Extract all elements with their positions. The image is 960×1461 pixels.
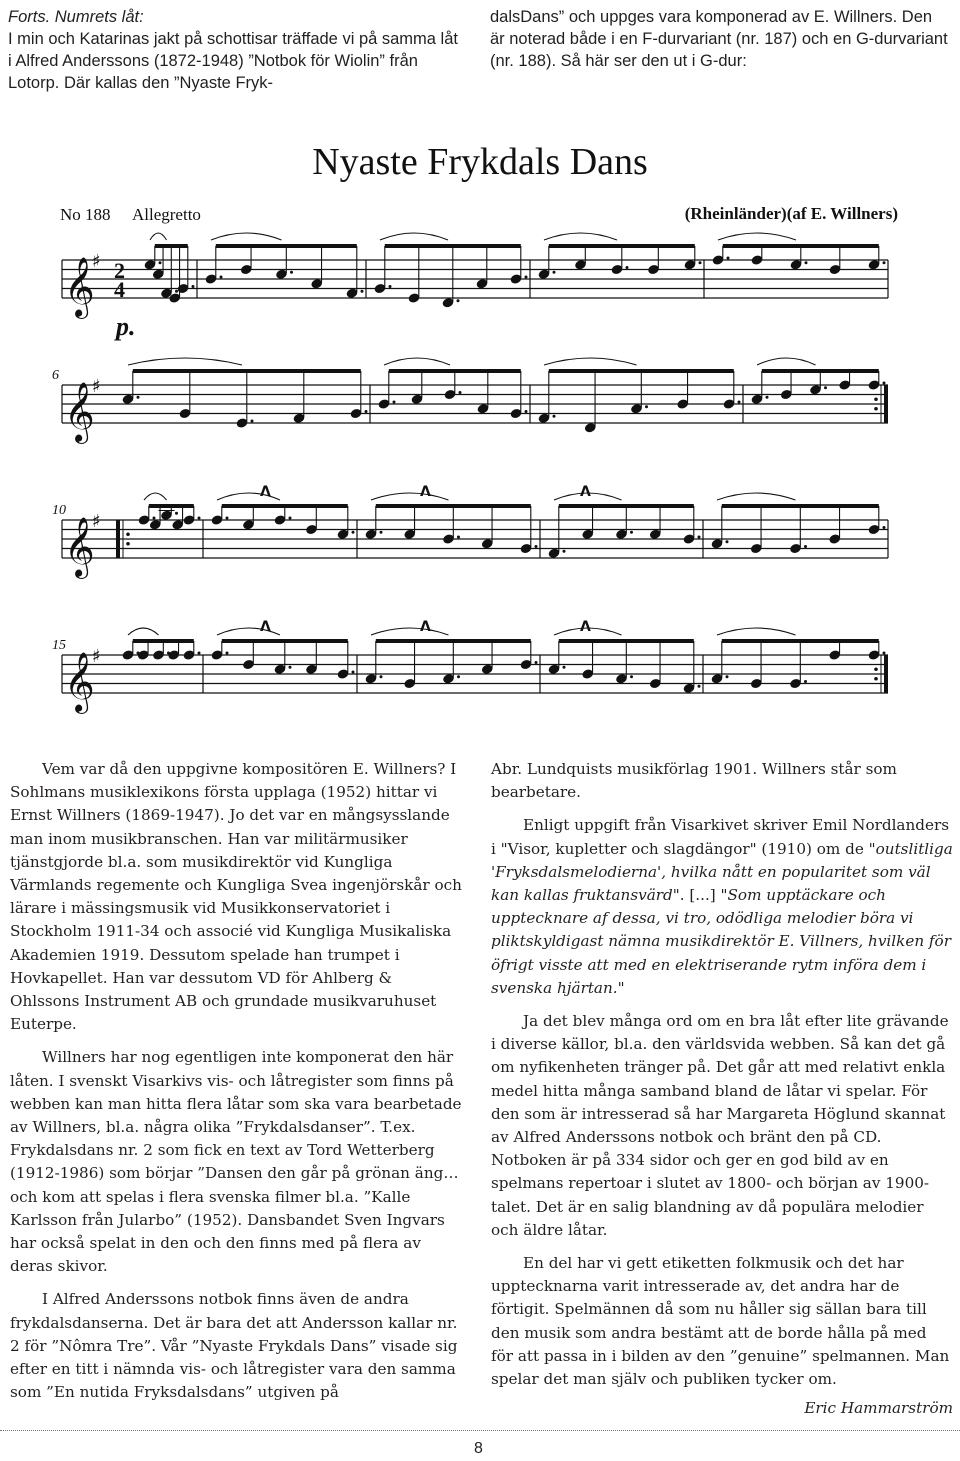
dot	[198, 517, 201, 520]
dot	[883, 382, 886, 385]
dot	[192, 285, 195, 288]
slur	[128, 628, 159, 635]
footer-divider	[0, 1430, 960, 1431]
accent-mark-icon: Λ	[260, 619, 271, 635]
dot	[457, 675, 460, 678]
body-paragraph	[491, 814, 953, 1000]
treble-clef-icon: 𝄞	[64, 257, 95, 317]
page-number: 8	[474, 1440, 483, 1457]
dot	[630, 675, 633, 678]
slur	[150, 233, 167, 240]
slur	[757, 358, 816, 365]
accent-mark-icon: Λ	[260, 484, 271, 500]
dot	[159, 261, 162, 264]
repeat-dot	[126, 542, 130, 546]
dot	[175, 512, 178, 515]
treble-clef-icon: 𝄞	[64, 517, 95, 577]
dot	[883, 526, 886, 529]
dot	[804, 680, 807, 683]
author-signature: Eric Hammarström	[804, 1399, 953, 1418]
accent-mark-icon: Λ	[420, 619, 431, 635]
dot	[805, 261, 808, 264]
dot	[226, 652, 229, 655]
accent-mark-icon: Λ	[580, 619, 591, 635]
slur	[128, 358, 242, 365]
accent-mark-icon: Λ	[580, 484, 591, 500]
dot	[535, 661, 538, 664]
accent-mark-icon: Λ	[420, 484, 431, 500]
slur	[371, 493, 449, 500]
dot	[153, 517, 156, 520]
key-signature-sharp-icon: ♯	[92, 646, 101, 667]
dot	[393, 401, 396, 404]
end-repeat-barline	[884, 655, 888, 693]
dot	[698, 685, 701, 688]
dot	[726, 540, 729, 543]
dot	[380, 675, 383, 678]
body-paragraph: Willners har nog egentligen inte komponerat den här låten. I svenskt Visarkivs vis- och låtregister som finns på webben kan man hitta flera låtar som ska vara bearbetade av Willners, bl.a. några olika ”Frykdalsdanser”. T.ex. Frykdalsdans nr. 2 som fick en text av Tord Wetterberg (1912-1986) som börjar ”Dansen den går på grönan äng… och kom att spelas i flera svenska filmer bl.a. ”Kalle Karlsson från Jularbo” (1952). Dansbandet Sven Ingvars har också spelat in den och den finns med på flera av deras skivor.	[10, 1048, 462, 1276]
dot	[198, 652, 201, 655]
intro-left-column	[8, 6, 458, 94]
body-left-column	[10, 758, 462, 1414]
quote-separator: ". [...] "	[672, 886, 728, 905]
slur	[717, 628, 796, 635]
dot	[804, 545, 807, 548]
dot	[726, 675, 729, 678]
dot	[727, 257, 730, 260]
dot	[380, 531, 383, 534]
dot	[457, 536, 460, 539]
intro-right-column	[490, 6, 950, 72]
dot	[352, 531, 355, 534]
sheet-music-score	[0, 230, 960, 730]
dot	[766, 396, 769, 399]
dot	[365, 410, 368, 413]
dot	[220, 276, 223, 279]
dot	[290, 271, 293, 274]
slur	[371, 628, 449, 635]
key-signature-sharp-icon: ♯	[92, 511, 101, 532]
body-right-column	[491, 758, 953, 1420]
measure-number-15: 15	[52, 638, 66, 653]
quote-close: "	[617, 978, 625, 997]
measure-number-6: 6	[52, 368, 59, 383]
time-signature-denominator: 4	[114, 277, 125, 302]
start-repeat-barline	[116, 520, 120, 558]
dot	[525, 276, 528, 279]
dot	[251, 420, 254, 423]
intro-left-text: I min och Katarinas jakt på schottisar träffade vi på samma låt i Alfred Anderssons (1872-1948) ”Notbok för Wiolin” från Lotorp. Där kallas den ”Nyaste Fryk-	[8, 30, 458, 92]
dot	[630, 531, 633, 534]
key-signature-sharp-icon: ♯	[92, 251, 101, 272]
dot	[698, 536, 701, 539]
dot	[563, 666, 566, 669]
dynamic-marking: p.	[116, 312, 136, 341]
intro-right-text: dalsDans” och uppges vara komponerad av E. Willners. Den är noterad både i en F-durvariant (nr. 187) och en G-durvariant (nr. 188). Så här ser den ut i G-dur:	[490, 8, 948, 70]
dot	[361, 290, 364, 293]
end-repeat-barline	[884, 385, 888, 423]
dot	[563, 550, 566, 553]
repeat-dot	[874, 677, 878, 681]
dot	[553, 271, 556, 274]
slur	[718, 233, 796, 240]
dot	[525, 410, 528, 413]
dot	[289, 517, 292, 520]
slur	[211, 233, 282, 240]
quote-text: Som upptäckare och upptecknare af dessa, vi tro, odödliga melodier böra vi pliktskyldigast nämna musikdirektör E. Villners, hvilken för öfrigt visste att med en elektriserande rytm införa dem i svenska hjärtan.	[491, 886, 951, 997]
dot	[553, 415, 556, 418]
dot	[699, 261, 702, 264]
dot	[738, 401, 741, 404]
measure-number-10: 10	[52, 503, 66, 518]
dot	[824, 386, 827, 389]
slur	[144, 493, 167, 500]
repeat-dot	[874, 407, 878, 411]
body-paragraph: Ja det blev många ord om en bra låt efter lite grävande i diverse källor, bl.a. den världsvida webben. Så kan det gå om nyfikenheten tränger på. Det går att med relativt enkla medel hitta många samband bland de låtar vi spelar. För den som är intresserad så har Margareta Höglund skannat av Alfred Anderssons notbok och bränt den på CD. Notboken är på 334 sidor och ger en god bild av en spelmans repertoar i slutet av 1800- och början av 1900-talet. Det är en salig blandning av då populära melodier och äldre låtar.	[491, 1012, 949, 1239]
body-paragraph: Abr. Lundquists musikförlag 1901. Willners står som bearbetare.	[491, 760, 897, 802]
dot	[137, 396, 140, 399]
slur	[544, 233, 617, 240]
slur	[380, 233, 448, 240]
tempo-marking: Allegretto	[132, 205, 201, 224]
quote-text: outslitliga 'Fryksdalsmelodierna', hvilka nått en popularitet som väl kan kallas fruktansvärd	[491, 839, 953, 905]
time-signature-numerator: 2	[114, 258, 125, 283]
dot	[645, 405, 648, 408]
treble-clef-icon: 𝄞	[64, 652, 95, 712]
dot	[459, 391, 462, 394]
body-paragraph: I Alfred Anderssons notbok finns även de andra frykdalsdanserna. Det är bara det att Andersson kallar nr. 2 för ”Nômra Tre”. Vår ”Nyaste Frykdals Dans” visade sig efter en titt i nämnda vis- och låtregister vara den samma som ”En nutida Fryksdalsdans” utgiven på	[10, 1290, 458, 1402]
dot	[389, 285, 392, 288]
quote-intro: Enligt uppgift från Visarkivet skriver Emil Nordlanders i "Visor, kupletter och slagdängor" (1910) om de "	[491, 816, 950, 858]
tune-title: Nyaste Frykdals Dans	[312, 141, 648, 183]
dot	[175, 290, 178, 293]
dot	[352, 671, 355, 674]
key-signature-sharp-icon: ♯	[92, 376, 101, 397]
slur	[544, 358, 637, 365]
slur	[717, 493, 796, 500]
intro-label: Forts. Numrets låt:	[8, 8, 144, 26]
repeat-dot	[126, 532, 130, 536]
slur	[384, 358, 450, 365]
body-paragraph: En del har vi gett etiketten folkmusik och det har upptecknarna varit intresserade av, det andra har de förtigit. Spelmännen då som nu håller sig sällan bara till den musik som andra bestämt att de borde hålla på med för att passa in i bilden av den ”genuine” spelmannen. Man spelar det man själv och publiken tycker om.	[491, 1254, 950, 1389]
treble-clef-icon: 𝄞	[64, 382, 95, 442]
dot	[883, 652, 886, 655]
dot	[457, 299, 460, 302]
tune-number: No 188	[60, 205, 111, 224]
dot	[883, 261, 886, 264]
dot	[226, 517, 229, 520]
body-paragraph: Vem var då den uppgivne kompositören E. Willners? I Sohlmans musiklexikons första upplaga (1952) hittar vi Ernst Willners (1869-1947). Jo det var en mångsysslande man inom musikbranschen. Han var militärmusiker tjänstgjorde bl.a. som musikdirektör vid Kungliga Värmlands regemente och Kungliga Svea ingenjörskår och lärare i mässingsmusik vid Musikkonservatoriet i Stockholm 1911-34 och associé vid Kungliga Musikaliska Akademien 1919. Dessutom spelade han trumpet i Hovkapellet. Han var dessutom VD för Ahlberg & Ohlssons Instrument AB och grundade musikvaruhuset Euterpe.	[10, 760, 462, 1034]
repeat-dot	[874, 397, 878, 401]
dot	[535, 545, 538, 548]
tune-subtitle: (Rheinländer)(af E. Willners)	[684, 204, 898, 223]
repeat-dot	[874, 667, 878, 671]
dot	[626, 266, 629, 269]
dot	[289, 666, 292, 669]
